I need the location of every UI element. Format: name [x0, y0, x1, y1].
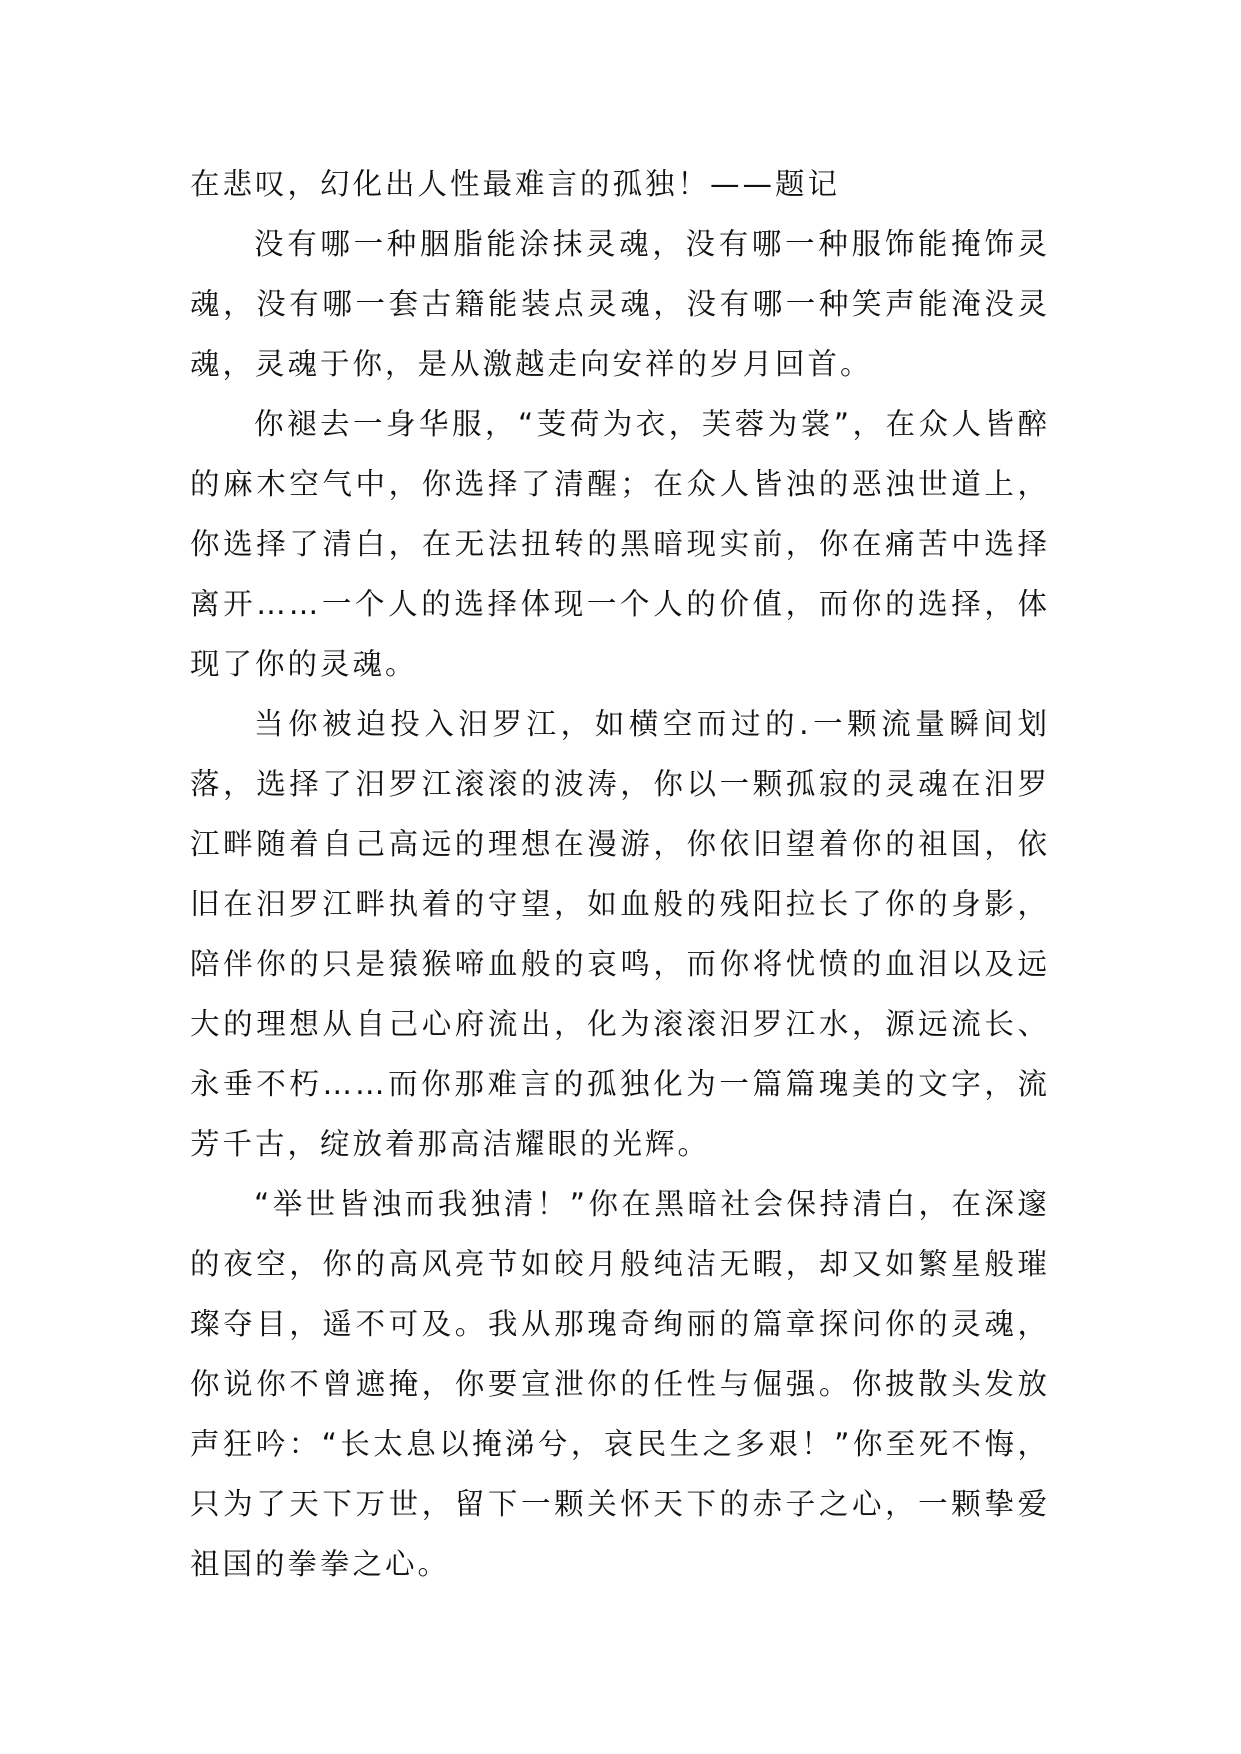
- paragraph: 当你被迫投入汨罗江，如横空而过的.一颗流量瞬间划落，选择了汨罗江滚滚的波涛，你以一颗孤寂的灵魂在汨罗江畔随着自己高远的理想在漫游，你依旧望着你的祖国，依旧在汨罗江畔执着的守望，如血般的残阳拉长了你的身影，陪伴你的只是猿猴啼血般的哀鸣，而你将忧愤的血泪以及远大的理想从自己心府流出，化为滚滚汨罗江水，源远流长、永垂不朽……而你那难言的孤独化为一篇篇瑰美的文字，流芳千古，绽放着那高洁耀眼的光辉。: [190, 707, 1050, 1161]
- paragraph: “举世皆浊而我独清！”你在黑暗社会保持清白，在深邃的夜空，你的高风亮节如皎月般纯洁无暇，却又如繁星般璀璨夺目，遥不可及。我从那瑰奇绚丽的篇章探问你的灵魂，你说你不曾遮掩，你要宣泄你的任性与倔强。你披散头发放声狂吟：“长太息以掩涕兮，哀民生之多艰！”你至死不悔，只为了天下万世，留下一颗关怀天下的赤子之心，一颗挚爱祖国的拳拳之心。: [190, 1187, 1050, 1581]
- paragraph: 你褪去一身华服，“芰荷为衣，芙蓉为裳”，在众人皆醉的麻木空气中，你选择了清醒；在众人皆浊的恶浊世道上，你选择了清白，在无法扭转的黑暗现实前，你在痛苦中选择离开……一个人的选择体现一个人的价值，而你的选择，体现了你的灵魂。: [190, 407, 1050, 681]
- epigraph-tail: 在悲叹，幻化出人性最难言的孤独！——题记: [190, 167, 841, 201]
- essay-body: [190, 154, 1050, 1594]
- paragraph: 没有哪一种胭脂能涂抹灵魂，没有哪一种服饰能掩饰灵魂，没有哪一套古籍能装点灵魂，没有哪一种笑声能淹没灵魂，灵魂于你，是从激越走向安祥的岁月回首。: [190, 227, 1050, 381]
